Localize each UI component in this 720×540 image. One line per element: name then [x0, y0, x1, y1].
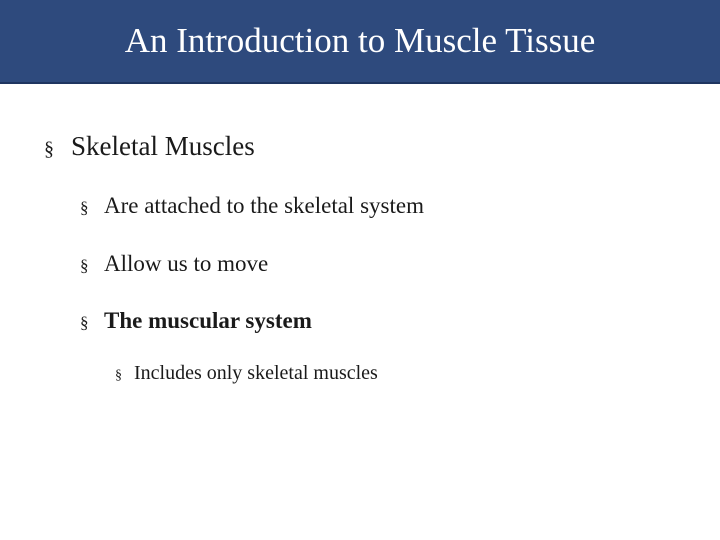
slide-title: An Introduction to Muscle Tissue: [124, 20, 596, 60]
bullet-text: Allow us to move: [104, 251, 269, 276]
bullet-marker: §: [80, 198, 89, 217]
bullet-text: Are attached to the skeletal system: [104, 193, 424, 218]
title-bar: [0, 0, 720, 84]
bullet-marker: §: [115, 368, 122, 383]
bullet-marker: §: [80, 313, 89, 332]
bullet-text: Includes only skeletal muscles: [134, 362, 378, 384]
bullet-level2-allow-move: [80, 251, 268, 277]
bullet-level1-skeletal-muscles: [44, 131, 255, 162]
bullet-text: The muscular system: [104, 308, 312, 333]
bullet-level2-muscular-system: [80, 308, 312, 334]
bullet-level3-includes-skeletal: [115, 362, 378, 385]
bullet-level2-attached: [80, 193, 424, 219]
bullet-marker: §: [80, 256, 89, 275]
bullet-text: Skeletal Muscles: [71, 131, 255, 161]
bullet-marker: §: [44, 138, 54, 160]
